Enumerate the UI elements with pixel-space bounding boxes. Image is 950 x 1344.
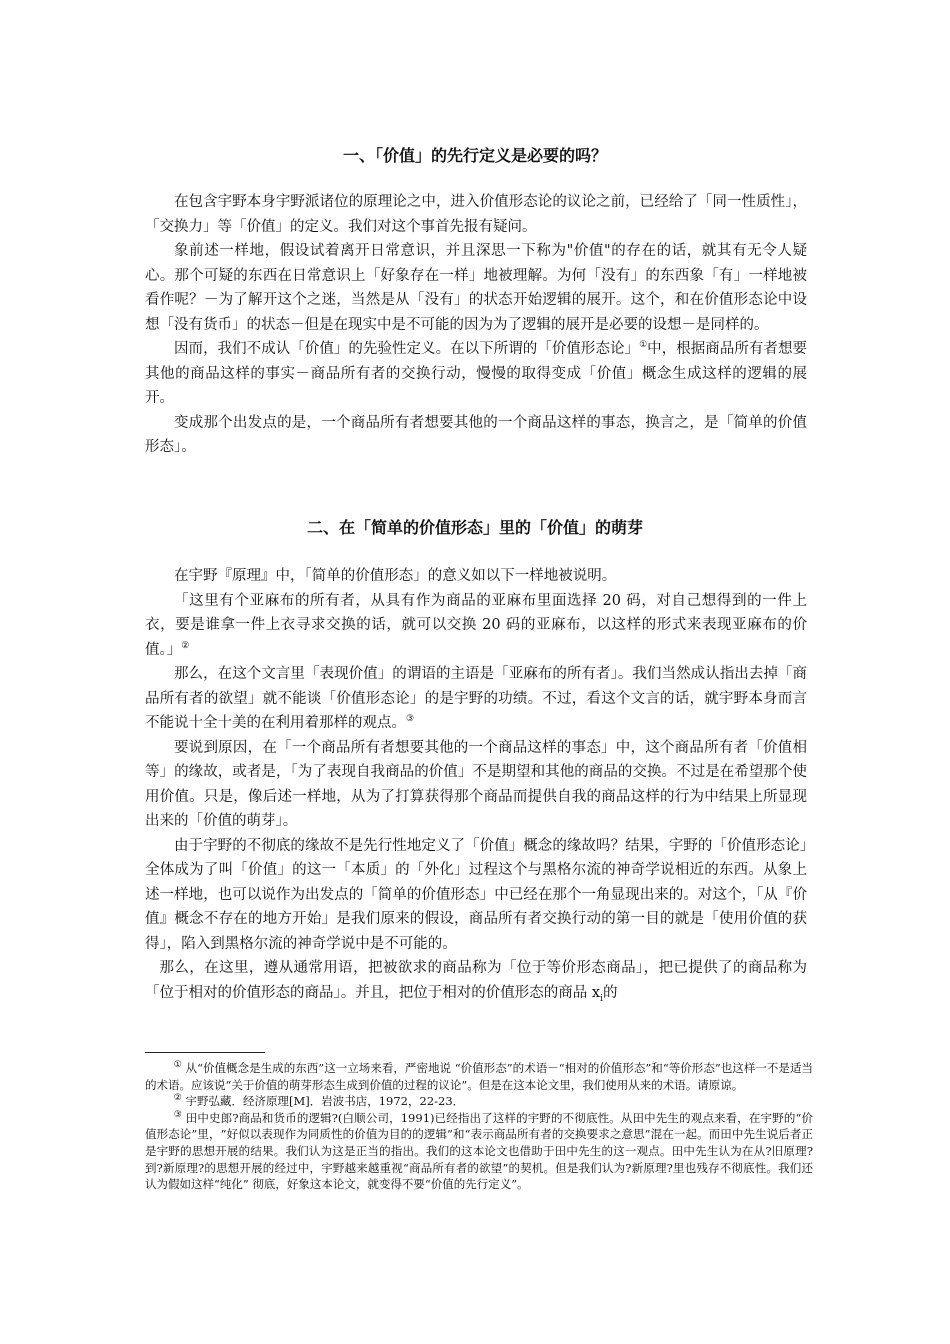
footnote-text: 从“价值概念是生成的东西”这一立场来看，严密地说 “价值形态”的术语－“相对的价值形态”和“等价形态”也这样一不是适当的术语。应该说“关于价值的萌芽形态生成到价值的过程的议论”。但是在这本论文里，我们使用从来的术语。请原谅。 [145,1061,813,1092]
footnote-mark: ③ [173,1109,182,1120]
paragraph-text: 中，根据商品所有者想要其他的商品这样的事实－商品所有者的交换行动，慢慢的取得变成「价值」概念生成这样的逻辑的展开。 [145,341,808,406]
footnotes [145,1060,813,1193]
paragraph: 在包含宇野本身宇野派诸位的原理论之中，进入价值形态论的议论之前，已经给了「同一性质性」，「交换力」等「价值」的定义。我们对这个事首先报有疑问。 [145,194,807,235]
paragraph-text: 那么，在这里，遵从通常用语，把被欲求的商品称为「位于等价形态商品」，把已提供了的商品称为「位于相对的价值形态的商品」。并且，把位于相对的价值形态的商品 [145,960,807,1001]
section-1-title: 一、「价值」的先行定义是必要的吗？ [342,146,607,165]
paragraph [145,337,807,411]
paragraph: 在宇野『原理』中，「简单的价值形态」的意义如以下一样地被说明。 [174,568,617,584]
section-2-title: 二、在「简单的价值形态」里的「价值」的萌芽 [306,518,643,537]
paragraph: 要说到原因，在「一个商品所有者想要其他的一个商品这样的事态」中，这个商品所有者「价值相等」的缘故，或者是，「为了表现自我商品的价值」不是期望和其他的商品的交换。不过是在希望那个使用价值。只是，像后述一样地，从为了打算获得那个商品而提供自我的商品这样的行为中结果上所显现出来的「价值的萌芽」。 [145,739,807,829]
paragraph [145,956,807,1005]
footnote-separator [145,1052,265,1053]
section-2-body [145,564,807,1005]
paragraph-text: 因而，我们不成认「价值」的先验性定义。在以下所谓的「价值形态论」 [174,341,640,357]
footnote-text: 田中史郎?商品和货币的逻辑?(白顺公司，1991)已经指出了这样的宇野的不彻底性。从田中先生的观点来看，在宇野的“价值形态论”里，“好似以表现作为同质性的价值为目的的逻辑”和“表示商品所有者的交换要求之意思”混在一起。而田中先生说后者正是宇野的思想开展的结果。我们认为这是正当的指出。我们的这本论文也借助于田中先生的这一观点。田中先生认为在从?旧原理?到?新原理?的思想开展的经过中，宇野越来越重视“商品所有者的欲望”的契机。但是我们认为?新原理?里也残存不彻底性。我们还认为假如这样“纯化” 彻底，好象这本论文，就变得不要“价值的先行定义”。 [145,1110,813,1192]
paragraph-text: 那么，在这个文言里「表现价值」的谓语的主语是「亚麻布的所有者」。我们当然成认指出去掉「商品所有者的欲望」就不能谈「价值形态论」的是宇野的功绩。不过，看这个文言的话，就宇野本身而言不能说十全十美的在利用着那样的观点。 [145,666,807,731]
footnote-ref: ③ [406,714,415,725]
math-subscript: i [600,993,603,1004]
footnote-text: 宇野弘藏．经济原理[M]．岩波书店，1972，22-23． [181,1094,465,1109]
paragraph: 变成那个出发点的是，一个商品所有者想要其他的一个商品这样的事态，换言之，是「简单的价值形态」。 [145,414,807,455]
quote-paragraph [145,589,807,663]
footnote [145,1110,813,1193]
quote-text: 「这里有个亚麻布的所有者，从具有作为商品的亚麻布里面选择 20 码，对自己想得到的一件上衣，要是谁拿一件上衣寻求交换的话，就可以交换 20 码的亚麻布，以这样的形式来表现亚麻布的价值。」 [145,592,807,658]
footnote-mark: ② [173,1093,182,1104]
section-1-body [145,190,807,460]
paragraph: 象前述一样地，假设试着离开日常意识，并且深思一下称为"价值"的存在的话，就其有无令人疑心。那个可疑的东西在日常意识上「好象存在一样」地被理解。为何「没有」的东西象「有」一样地被看作呢？－为了解开这个之迷，当然是从「没有」的状态开始逻辑的展开。这个，和在价值形态论中设想「没有货币」的状态－但是在现实中是不可能的因为为了逻辑的展开是必要的设想－是同样的。 [145,243,807,333]
paragraph-text: 的 [602,984,618,1001]
footnote-mark: ① [173,1060,182,1071]
footnote-ref: ① [639,340,648,351]
math-variable: x [591,984,601,1001]
footnote [145,1093,813,1110]
footnote-ref: ② [181,640,190,651]
footnote [145,1060,813,1093]
paragraph [145,662,807,736]
paragraph: 由于宇野的不彻底的缘故不是先行性地定义了「价值」概念的缘故吗？结果，宇野的「价值形态论」全体成为了叫「价值」的这一「本质」的「外化」过程这个与黑格尔流的神奇学说相近的东西。从象上述一样地，也可以说作为出发点的「简单的价值形态」中已经在那个一角显现出来的。对这个，「从『价值』概念不存在的地方开始」是我们原来的假设，商品所有者交换行动的第一目的就是「使用价值的获得」，陷入到黑格尔流的神奇学说中是不可能的。 [145,837,807,952]
